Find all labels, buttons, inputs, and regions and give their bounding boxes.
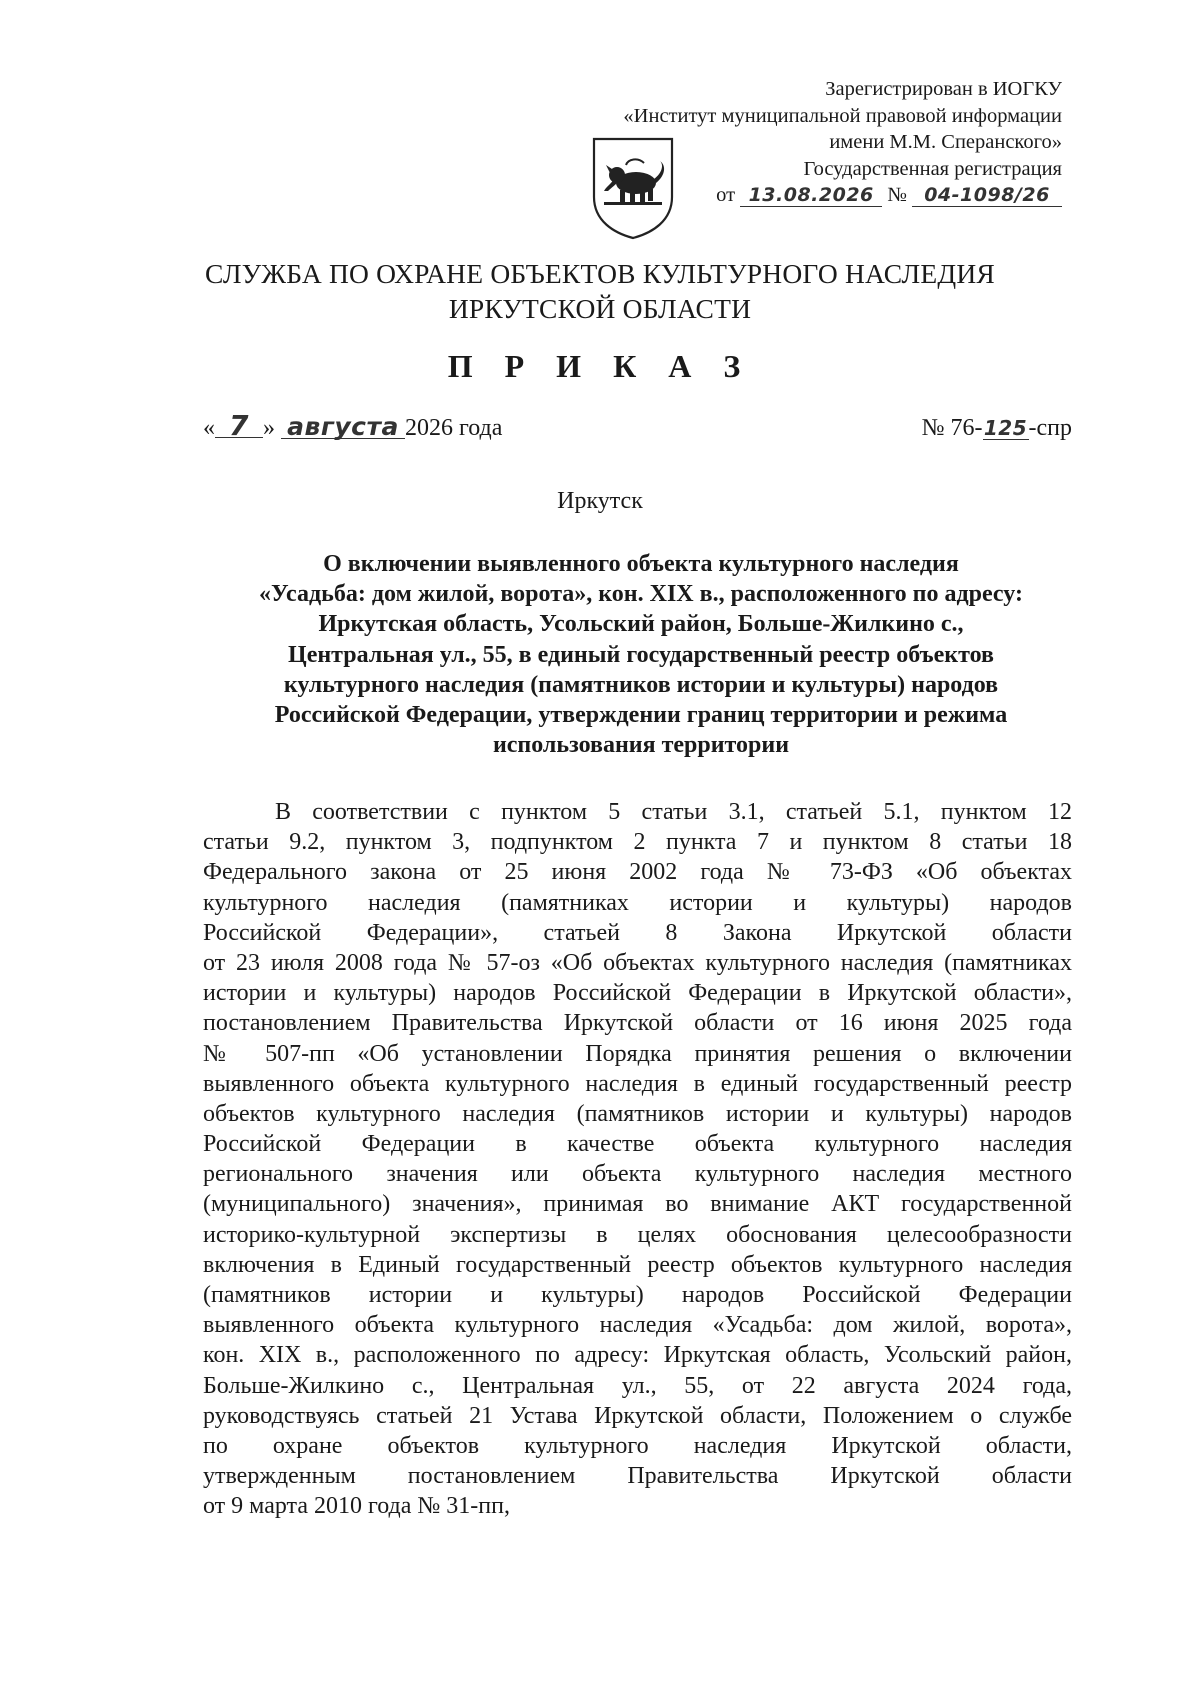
body-line: выявленного объекта культурного наследия «Усадьба: дом жилой, ворота», (203, 1312, 1072, 1339)
order-title (200, 549, 1082, 760)
registration-number-prefix: № (887, 184, 907, 206)
title-line: культурного наследия (памятников истории и культуры) народов (283, 671, 999, 698)
body-line: культурного наследия (памятниках истории и культуры) народов (203, 889, 1072, 916)
registration-stamp (623, 76, 1062, 209)
body-line: Российской Федерации», статьей 8 Закона Иркутской области (203, 919, 1072, 946)
body-line: историко-культурной экспертизы в целях обоснования целесообразности (203, 1221, 1072, 1248)
body-line: от 9 марта 2010 года № 31-пп, (203, 1493, 510, 1520)
title-line: использования территории (492, 732, 790, 759)
body-line: утвержденным постановлением Правительства Иркутской области (203, 1463, 1072, 1490)
body-line: Больше-Жилкино с., Центральная ул., 55, от 22 августа 2024 года, (203, 1372, 1072, 1399)
order-number-suffix: -спр (1028, 415, 1072, 441)
organization-line-2: ИРКУТСКОЙ ОБЛАСТИ (448, 293, 752, 324)
title-line: «Усадьба: дом жилой, ворота», кон. XIX в., расположенного по адресу: (259, 581, 1023, 608)
title-line: Иркутская область, Усольский район, Больше-Жилкино с., (318, 611, 964, 638)
document-type-heading: П Р И К А З (447, 348, 753, 384)
body-line: объектов культурного наследия (памятников истории и культуры) народов (203, 1100, 1072, 1127)
body-line: Федерального закона от 25 июня 2002 года № 73-ФЗ «Об объектах (203, 859, 1072, 886)
body-line: № 507-пп «Об установлении Порядка принятия решения о включении (203, 1040, 1072, 1067)
registration-date-prefix: от (716, 184, 736, 206)
registration-line-1: Зарегистрирован в ИОГКУ (825, 78, 1062, 100)
order-date (203, 409, 503, 442)
body-line: истории и культуры) народов Российской Федерации в Иркутской области», (203, 980, 1072, 1007)
body-line: кон. XIX в., расположенного по адресу: Иркутская область, Усольский район, (203, 1342, 1072, 1369)
body-line: от 23 июля 2008 года № 57-оз «Об объектах культурного наследия (памятниках (203, 949, 1072, 976)
date-day: 7 (215, 415, 263, 438)
registration-line-3: имени М.М. Сперанского» (829, 131, 1062, 153)
registration-date-value: 13.08.2026 (740, 184, 882, 207)
registration-number-value: 04-1098/26 (912, 184, 1062, 207)
title-line: Центральная ул., 55, в единый государственный реестр объектов (288, 641, 994, 668)
organization-name (0, 256, 1200, 326)
body-line: постановлением Правительства Иркутской области от 16 июня 2025 года (203, 1010, 1072, 1037)
date-open-quote: « (203, 415, 215, 441)
body-paragraph (203, 797, 1072, 1522)
body-line: В соответствии с пунктом 5 статьи 3.1, статьей 5.1, пунктом 12 (275, 799, 1072, 825)
body-line: руководствуясь статьей 21 Устава Иркутской области, Положением о службе (203, 1402, 1072, 1429)
order-number-prefix: № 76- (921, 415, 983, 441)
title-line: О включении выявленного объекта культурного наследия (323, 551, 959, 577)
body-line: статьи 9.2, пунктом 3, подпунктом 2 пункта 7 и пунктом 8 статьи 18 (203, 829, 1072, 856)
irkutsk-coat-of-arms-icon (590, 135, 676, 241)
title-line: Российской Федерации, утверждении границ территории и режима (274, 702, 1008, 729)
order-number-value: 125 (983, 416, 1028, 440)
body-line: выявленного объекта культурного наследия в единый государственный реестр (203, 1070, 1072, 1097)
organization-line-1: СЛУЖБА ПО ОХРАНЕ ОБЪЕКТОВ КУЛЬТУРНОГО НАСЛЕДИЯ (205, 258, 995, 289)
registration-line-2: «Институт муниципальной правовой информации (623, 104, 1062, 127)
date-month: августа (281, 416, 405, 439)
body-line: (памятников истории и культуры) народов Российской Федерации (203, 1282, 1072, 1308)
order-number (922, 415, 1072, 442)
city: Иркутск (557, 488, 643, 514)
body-line: (муниципального) значения», принимая во внимание АКТ государственной (203, 1191, 1072, 1218)
date-year: 2026 года (405, 415, 503, 441)
date-number-line (203, 409, 1072, 447)
date-close-quote: » (263, 415, 275, 441)
body-line: по охране объектов культурного наследия Иркутской области, (203, 1432, 1072, 1459)
body-line: регионального значения или объекта культурного наследия местного (203, 1161, 1072, 1188)
registration-date-number-line (623, 182, 1062, 209)
body-line: включения в Единый государственный реестр объектов культурного наследия (203, 1251, 1072, 1278)
registration-line-4: Государственная регистрация (803, 157, 1062, 180)
body-line: Российской Федерации в качестве объекта культурного наследия (203, 1131, 1072, 1158)
